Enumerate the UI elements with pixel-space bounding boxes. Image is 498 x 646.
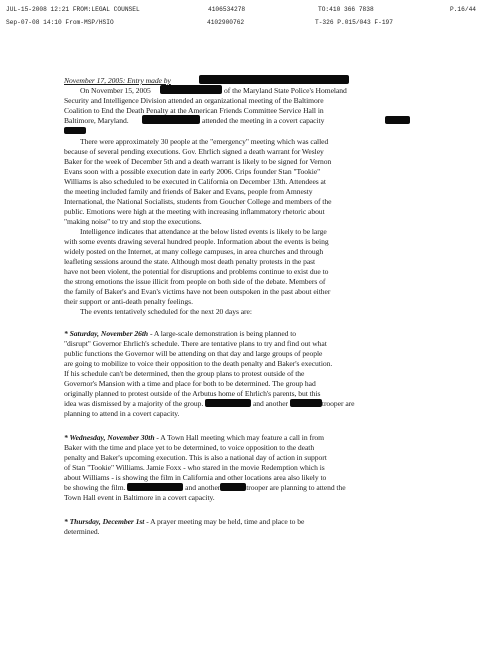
- event1-line8-b: and another: [252, 399, 289, 408]
- fax-header-2-sender: Sep-07-08 14:10 From-MSP/HSIO: [6, 19, 114, 26]
- fax-header-recipient: TO:410 366 7838: [318, 6, 374, 13]
- fax-header-sender-number: 4106534278: [208, 6, 246, 13]
- event2-line1-text: - A Town Hall meeting which may feature a call in from: [154, 433, 325, 442]
- event3-line1: [64, 517, 304, 526]
- event1-line5: If his schedule can't be determined, then the group plans to protest outside of the: [64, 369, 305, 378]
- event1-line8-c: trooper are: [321, 399, 355, 408]
- redaction-name-6: [127, 483, 183, 491]
- event1-line8: [64, 399, 354, 408]
- redaction-fragment: [64, 127, 86, 134]
- event2-line5: about Williams - is showing the film in California and other locations area also likely to: [64, 473, 327, 482]
- event2-date: * Wednesday, November 30th: [64, 433, 155, 442]
- para3-line7: the family of Baker's and Evan's victims have not been outspoken in the past about either: [64, 287, 331, 296]
- event2-line6-b: and another: [185, 483, 221, 492]
- para3-line6: the strong emotions the issue illicit from people on both side of the debate. Members of: [64, 277, 326, 286]
- para3-line8: their support or anti-death penalty feelings.: [64, 297, 193, 306]
- para3-line1: Intelligence indicates that attendance at the below listed events is likely to be large: [80, 227, 327, 236]
- event1-line3: public functions the Governor will be attending on that day and large groups of people: [64, 349, 323, 358]
- para1-line3: Coalition to End the Death Penalty at the American Friends Committee Service Hall in: [64, 106, 324, 115]
- redaction-name-7: [220, 483, 246, 491]
- para4: The events tentatively scheduled for the next 20 days are:: [80, 307, 252, 316]
- event3-date: * Thursday, December 1st: [64, 517, 145, 526]
- para3-line5: have not been violent, the potential for disruptions and problems continue to exist due to: [64, 267, 329, 276]
- para1-line1-a: On November 15, 2005: [80, 86, 151, 95]
- redaction-name-5: [290, 399, 322, 407]
- para1-line4-a: Baltimore, Maryland.: [64, 116, 129, 125]
- event1-line1: [64, 329, 296, 338]
- event1-line9: planning to attend in a covert capacity.: [64, 409, 180, 418]
- para3-line2: with some events drawing several hundred people. Information about the events is being: [64, 237, 329, 246]
- fax-header-2-number: 4102900762: [207, 19, 245, 26]
- redaction-name-3: [385, 116, 410, 124]
- event1-date: * Saturday, November 26th: [64, 329, 149, 338]
- fax-header-2-page: T-326 P.015/043 F-197: [315, 19, 393, 26]
- para2-line9: "making noise" to try and stop the executions.: [64, 217, 202, 226]
- para1-line1-b: of the Maryland State Police's Homeland: [224, 86, 347, 95]
- event2-line6-a: be showing the film.: [64, 483, 126, 492]
- event1-line2: "disrupt" Governor Ehrlich's schedule. There are tentative plans to try and find out what: [64, 339, 327, 348]
- entry-header: November 17, 2005: Entry made by: [64, 76, 171, 85]
- para2-line6: the meeting included family and friends of Baker and Evans, people from Amnesty: [64, 187, 313, 196]
- event2-line2: Baker with the time and place yet to be determined, to voice opposition to the death: [64, 443, 315, 452]
- para2-line2: because of several pending executions. Gov. Ehrlich signed a death warrant for Wesley: [64, 147, 324, 156]
- event2-line6: [64, 483, 346, 492]
- para2-line3: Baker for the week of December 5th and a death warrant is likely to be signed for Vernon: [64, 157, 332, 166]
- event1-line8-a: idea was dismissed by a majority of the group.: [64, 399, 204, 408]
- redaction-name-4: [205, 399, 251, 407]
- event2-line1: [64, 433, 324, 442]
- event3-line2: determined.: [64, 527, 100, 536]
- event1-line6: Governor's Mansion with a time and place for both to be determined. The group had: [64, 379, 316, 388]
- event1-line4: are going to mobilize to voice their opposition to the death penalty and Baker's execution.: [64, 359, 333, 368]
- para1-line4-b: attended the meeting in a covert capacity: [202, 116, 325, 125]
- redaction-author: [199, 75, 349, 84]
- event2-line3: penalty and Baker's upcoming execution. This is also a national day of action in support: [64, 453, 327, 462]
- para2-line8: public. Emotions were high at the meeting with increasing inflammatory rhetoric about: [64, 207, 325, 216]
- fax-header-page: P.16/44: [450, 6, 476, 13]
- para2-line1: There were approximately 30 people at the "emergency" meeting which was called: [80, 137, 329, 146]
- event3-line1-text: - A prayer meeting may be held, time and place to be: [144, 517, 305, 526]
- event2-line6-c: trooper are planning to attend the: [246, 483, 346, 492]
- para3-line4: leafleting sessions around the state. Although most death penalty protests in the past: [64, 257, 316, 266]
- para2-line5: Williams is also scheduled to be executed in California on December 13th. Attendees at: [64, 177, 326, 186]
- redaction-name-2: [142, 115, 200, 124]
- redaction-name-1: [160, 85, 222, 94]
- para2-line7: International, the National Socialists, students from Goucher College and members of the: [64, 197, 332, 206]
- event1-line7: originally planned to protest outside of the Arbutus home of Ehrlich's parents, but this: [64, 389, 321, 398]
- event2-line4: of Stan "Tookie" Williams. Jamie Foxx - who stared in the movie Redemption which is: [64, 463, 325, 472]
- event2-line7: Town Hall event in Baltimore in a covert capacity.: [64, 493, 215, 502]
- fax-header-sender: JUL-15-2008 12:21 FROM:LEGAL COUNSEL: [6, 6, 140, 13]
- event1-line1-text: - A large-scale demonstration is being planned to: [148, 329, 297, 338]
- para3-line3: widely posted on the Internet, at many college campuses, in area churches and through: [64, 247, 324, 256]
- para1-line2: Security and Intelligence Division attended an organizational meeting of the Baltimore: [64, 96, 324, 105]
- para2-line4: Evans soon with a possible execution date in early 2006. Crips founder Stan "Tookie": [64, 167, 321, 176]
